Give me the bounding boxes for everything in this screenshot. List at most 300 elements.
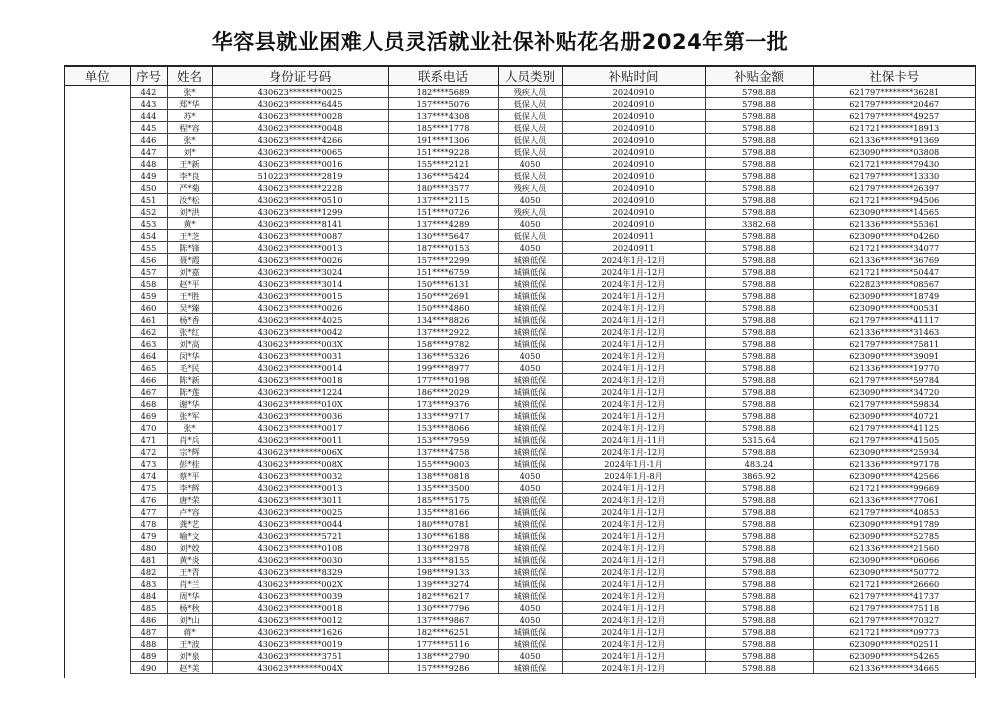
cell-phone: 151****0726 (388, 206, 498, 218)
table-row (65, 542, 975, 554)
cell-name: 刘*洪 (167, 206, 212, 218)
cell-category: 4050 (498, 350, 562, 362)
cell-subsidy-time: 2024年1月-12月 (562, 590, 705, 602)
cell-subsidy-time: 20240910 (562, 98, 705, 110)
cell-phone: 134****8826 (388, 314, 498, 326)
cell-name: 刘*泉 (167, 650, 212, 662)
table-row (65, 614, 975, 626)
cell-category: 4050 (498, 482, 562, 494)
cell-subsidy-amount: 5798.88 (705, 506, 813, 518)
cell-card-number: 623090********52785 (813, 530, 975, 542)
cell-card-number: 623090********54265 (813, 650, 975, 662)
table-row (65, 518, 975, 530)
cell-subsidy-time: 20240911 (562, 242, 705, 254)
cell-category: 低保人员 (498, 134, 562, 146)
table-row (65, 230, 975, 242)
cell-id-number: 430623********0510 (212, 194, 388, 206)
cell-seq: 454 (130, 230, 167, 242)
cell-phone: 139****3274 (388, 578, 498, 590)
cell-seq: 469 (130, 410, 167, 422)
cell-category: 城镇低保 (498, 446, 562, 458)
cell-seq: 467 (130, 386, 167, 398)
cell-seq: 468 (130, 398, 167, 410)
cell-name: 李*良 (167, 170, 212, 182)
cell-category: 城镇低保 (498, 314, 562, 326)
cell-category: 4050 (498, 362, 562, 374)
cell-phone: 157****5076 (388, 98, 498, 110)
cell-unit (65, 398, 130, 410)
cell-card-number: 621721********34077 (813, 242, 975, 254)
cell-id-number: 430623********8141 (212, 218, 388, 230)
cell-unit (65, 386, 130, 398)
cell-subsidy-amount: 5798.88 (705, 482, 813, 494)
table-row (65, 290, 975, 302)
table-row (65, 410, 975, 422)
cell-subsidy-time: 2024年1月-12月 (562, 254, 705, 266)
cell-subsidy-amount: 5798.88 (705, 98, 813, 110)
cell-unit (65, 98, 130, 110)
cell-card-number: 621797********75118 (813, 602, 975, 614)
cell-name: 刘*嘉 (167, 266, 212, 278)
cell-subsidy-time: 2024年1月-12月 (562, 578, 705, 590)
cell-seq: 486 (130, 614, 167, 626)
cell-seq: 477 (130, 506, 167, 518)
cell-seq: 444 (130, 110, 167, 122)
cell-name: 吴*臻 (167, 302, 212, 314)
cell-unit (65, 650, 130, 662)
cell-id-number: 430623********1299 (212, 206, 388, 218)
cell-id-number: 430623********0031 (212, 350, 388, 362)
cell-phone: 198****9133 (388, 566, 498, 578)
cell-unit (65, 614, 130, 626)
cell-category: 城镇低保 (498, 626, 562, 638)
cell-subsidy-amount: 5798.88 (705, 518, 813, 530)
cell-id-number: 430623********0048 (212, 122, 388, 134)
cell-category: 城镇低保 (498, 266, 562, 278)
cell-category: 城镇低保 (498, 506, 562, 518)
cell-category: 城镇低保 (498, 578, 562, 590)
table-row (65, 554, 975, 566)
cell-seq: 463 (130, 338, 167, 350)
cell-name: 程*容 (167, 122, 212, 134)
cell-subsidy-time: 2024年1月-12月 (562, 506, 705, 518)
cell-subsidy-time: 2024年1月-12月 (562, 614, 705, 626)
cell-card-number: 621721********26660 (813, 578, 975, 590)
cell-subsidy-amount: 5798.88 (705, 134, 813, 146)
cell-phone: 158****9782 (388, 338, 498, 350)
cell-subsidy-amount: 5798.88 (705, 362, 813, 374)
cell-subsidy-amount: 5798.88 (705, 650, 813, 662)
cell-name: 喻*文 (167, 530, 212, 542)
cell-seq: 442 (130, 86, 167, 98)
cell-category: 城镇低保 (498, 434, 562, 446)
table-row (65, 302, 975, 314)
cell-seq: 474 (130, 470, 167, 482)
cell-unit (65, 290, 130, 302)
cell-subsidy-amount: 5798.88 (705, 542, 813, 554)
cell-name: 严*菊 (167, 182, 212, 194)
cell-name: 陈*莲 (167, 386, 212, 398)
cell-phone: 137****4289 (388, 218, 498, 230)
cell-category: 4050 (498, 242, 562, 254)
cell-category: 城镇低保 (498, 278, 562, 290)
cell-subsidy-amount: 5798.88 (705, 374, 813, 386)
cell-phone: 177****5116 (388, 638, 498, 650)
cell-phone: 185****5175 (388, 494, 498, 506)
cell-card-number: 621336********21560 (813, 542, 975, 554)
cell-id-number: 430623********5721 (212, 530, 388, 542)
cell-seq: 462 (130, 326, 167, 338)
cell-seq: 450 (130, 182, 167, 194)
cell-category: 低保人员 (498, 110, 562, 122)
cell-subsidy-time: 2024年1月-12月 (562, 278, 705, 290)
cell-subsidy-amount: 5798.88 (705, 386, 813, 398)
cell-subsidy-amount: 5798.88 (705, 314, 813, 326)
cell-card-number: 621797********41737 (813, 590, 975, 602)
cell-card-number: 623090********40721 (813, 410, 975, 422)
table-row (65, 278, 975, 290)
cell-id-number: 430623********3751 (212, 650, 388, 662)
cell-id-number: 430623********0026 (212, 254, 388, 266)
table-row (65, 182, 975, 194)
cell-subsidy-amount: 5798.88 (705, 338, 813, 350)
cell-subsidy-time: 20240910 (562, 158, 705, 170)
cell-card-number: 621797********13330 (813, 170, 975, 182)
cell-seq: 480 (130, 542, 167, 554)
cell-phone: 130****7796 (388, 602, 498, 614)
cell-name: 张* (167, 422, 212, 434)
cell-card-number: 621797********41125 (813, 422, 975, 434)
cell-category: 4050 (498, 218, 562, 230)
cell-seq: 485 (130, 602, 167, 614)
cell-subsidy-time: 2024年1月-12月 (562, 290, 705, 302)
cell-unit (65, 518, 130, 530)
cell-id-number: 430623********0065 (212, 146, 388, 158)
cell-category: 残疾人员 (498, 206, 562, 218)
cell-id-number: 430623********8329 (212, 566, 388, 578)
table-row (65, 98, 975, 110)
cell-category: 城镇低保 (498, 386, 562, 398)
table-row (65, 254, 975, 266)
table-row (65, 374, 975, 386)
cell-subsidy-time: 2024年1月-12月 (562, 314, 705, 326)
cell-card-number: 621336********91369 (813, 134, 975, 146)
cell-phone: 150****6131 (388, 278, 498, 290)
cell-subsidy-time: 20240910 (562, 146, 705, 158)
cell-subsidy-amount: 5798.88 (705, 410, 813, 422)
table-row (65, 194, 975, 206)
cell-seq: 481 (130, 554, 167, 566)
cell-subsidy-time: 2024年1月-12月 (562, 482, 705, 494)
cell-category: 4050 (498, 194, 562, 206)
cell-card-number: 623090********18749 (813, 290, 975, 302)
table-row (65, 482, 975, 494)
cell-category: 城镇低保 (498, 518, 562, 530)
cell-name: 张*红 (167, 326, 212, 338)
cell-subsidy-time: 20240910 (562, 194, 705, 206)
cell-name: 肖*兵 (167, 434, 212, 446)
cell-subsidy-amount: 5798.88 (705, 194, 813, 206)
cell-name: 陈*锋 (167, 242, 212, 254)
cell-unit (65, 602, 130, 614)
cell-unit (65, 158, 130, 170)
cell-card-number: 621797********40853 (813, 506, 975, 518)
cell-subsidy-time: 2024年1月-12月 (562, 302, 705, 314)
cell-seq: 460 (130, 302, 167, 314)
cell-seq: 448 (130, 158, 167, 170)
cell-phone: 187****0153 (388, 242, 498, 254)
cell-seq: 487 (130, 626, 167, 638)
cell-card-number: 623090********39091 (813, 350, 975, 362)
table-row (65, 446, 975, 458)
cell-phone: 155****9003 (388, 458, 498, 470)
cell-id-number: 430623********008X (212, 458, 388, 470)
cell-name: 王*芝 (167, 230, 212, 242)
cell-category: 城镇低保 (498, 422, 562, 434)
cell-subsidy-time: 2024年1月-12月 (562, 350, 705, 362)
table-row (65, 638, 975, 650)
cell-phone: 133****9717 (388, 410, 498, 422)
table-row (65, 86, 975, 98)
header-unit: 单位 (65, 67, 130, 86)
cell-subsidy-amount: 5798.88 (705, 554, 813, 566)
roster-sheet (64, 65, 976, 678)
cell-category: 城镇低保 (498, 338, 562, 350)
cell-card-number: 623090********14565 (813, 206, 975, 218)
cell-subsidy-time: 2024年1月-12月 (562, 542, 705, 554)
cell-seq: 478 (130, 518, 167, 530)
cell-category: 城镇低保 (498, 458, 562, 470)
cell-category: 低保人员 (498, 122, 562, 134)
header-card-number: 社保卡号 (813, 67, 975, 86)
cell-subsidy-time: 2024年1月-12月 (562, 626, 705, 638)
cell-category: 城镇低保 (498, 254, 562, 266)
cell-card-number: 621336********55361 (813, 218, 975, 230)
cell-subsidy-time: 2024年1月-8月 (562, 470, 705, 482)
cell-subsidy-time: 2024年1月-1月 (562, 458, 705, 470)
cell-subsidy-time: 2024年1月-12月 (562, 530, 705, 542)
cell-name: 彭*桂 (167, 458, 212, 470)
cell-subsidy-amount: 5798.88 (705, 566, 813, 578)
cell-subsidy-amount: 5798.88 (705, 86, 813, 98)
cell-unit (65, 422, 130, 434)
cell-phone: 173****9376 (388, 398, 498, 410)
cell-id-number: 430623********0015 (212, 290, 388, 302)
cell-name: 刘*山 (167, 614, 212, 626)
cell-subsidy-time: 20240910 (562, 134, 705, 146)
cell-category: 4050 (498, 602, 562, 614)
table-row (65, 422, 975, 434)
cell-phone: 150****4860 (388, 302, 498, 314)
table-row (65, 326, 975, 338)
table-row (65, 566, 975, 578)
cell-id-number: 430623********0036 (212, 410, 388, 422)
header-subsidy-amount: 补贴金额 (705, 67, 813, 86)
table-row (65, 218, 975, 230)
cell-name: 毛*民 (167, 362, 212, 374)
cell-card-number: 621797********41505 (813, 434, 975, 446)
cell-unit (65, 182, 130, 194)
cell-card-number: 621721********79430 (813, 158, 975, 170)
cell-name: 聂*霞 (167, 254, 212, 266)
cell-name: 黄*炎 (167, 554, 212, 566)
cell-unit (65, 566, 130, 578)
cell-seq: 459 (130, 290, 167, 302)
cell-unit (65, 470, 130, 482)
cell-subsidy-amount: 5798.88 (705, 638, 813, 650)
roster-table (65, 66, 975, 674)
cell-phone: 191****1306 (388, 134, 498, 146)
cell-card-number: 621336********34665 (813, 662, 975, 674)
table-row (65, 602, 975, 614)
cell-card-number: 621721********18913 (813, 122, 975, 134)
cell-name: 黄* (167, 218, 212, 230)
cell-phone: 130****5647 (388, 230, 498, 242)
cell-unit (65, 554, 130, 566)
table-row (65, 146, 975, 158)
cell-name: 肖*兰 (167, 578, 212, 590)
cell-subsidy-time: 20240910 (562, 206, 705, 218)
cell-card-number: 623090********25934 (813, 446, 975, 458)
cell-card-number: 621797********70327 (813, 614, 975, 626)
header-subsidy-time: 补贴时间 (562, 67, 705, 86)
cell-phone: 150****2691 (388, 290, 498, 302)
cell-id-number: 430623********1626 (212, 626, 388, 638)
cell-unit (65, 434, 130, 446)
cell-category: 4050 (498, 650, 562, 662)
cell-phone: 157****9286 (388, 662, 498, 674)
cell-subsidy-time: 2024年1月-12月 (562, 554, 705, 566)
cell-name: 杨*香 (167, 314, 212, 326)
cell-unit (65, 254, 130, 266)
cell-card-number: 621721********09773 (813, 626, 975, 638)
cell-card-number: 623090********00531 (813, 302, 975, 314)
cell-card-number: 623090********02511 (813, 638, 975, 650)
cell-name: 刘*姣 (167, 542, 212, 554)
table-row (65, 266, 975, 278)
cell-card-number: 621336********97178 (813, 458, 975, 470)
cell-seq: 453 (130, 218, 167, 230)
cell-unit (65, 338, 130, 350)
cell-category: 低保人员 (498, 146, 562, 158)
table-row (65, 242, 975, 254)
cell-subsidy-amount: 5798.88 (705, 158, 813, 170)
cell-name: 张* (167, 134, 212, 146)
cell-category: 城镇低保 (498, 542, 562, 554)
cell-subsidy-amount: 5798.88 (705, 398, 813, 410)
cell-unit (65, 110, 130, 122)
cell-subsidy-time: 2024年1月-12月 (562, 494, 705, 506)
cell-seq: 452 (130, 206, 167, 218)
cell-name: 唐*荣 (167, 494, 212, 506)
cell-unit (65, 302, 130, 314)
cell-unit (65, 374, 130, 386)
cell-subsidy-amount: 5798.88 (705, 602, 813, 614)
cell-category: 城镇低保 (498, 326, 562, 338)
cell-phone: 186****2029 (388, 386, 498, 398)
cell-subsidy-time: 2024年1月-12月 (562, 638, 705, 650)
table-row (65, 122, 975, 134)
cell-id-number: 430623********002X (212, 578, 388, 590)
cell-card-number: 621336********19770 (813, 362, 975, 374)
cell-phone: 130****2978 (388, 542, 498, 554)
cell-seq: 475 (130, 482, 167, 494)
cell-category: 城镇低保 (498, 374, 562, 386)
cell-seq: 464 (130, 350, 167, 362)
cell-seq: 473 (130, 458, 167, 470)
cell-subsidy-time: 2024年1月-12月 (562, 374, 705, 386)
cell-phone: 135****8166 (388, 506, 498, 518)
cell-id-number: 430623********0013 (212, 482, 388, 494)
cell-subsidy-amount: 5798.88 (705, 662, 813, 674)
cell-seq: 449 (130, 170, 167, 182)
cell-subsidy-amount: 5798.88 (705, 422, 813, 434)
table-row (65, 494, 975, 506)
cell-subsidy-amount: 5798.88 (705, 146, 813, 158)
cell-card-number: 622823********08567 (813, 278, 975, 290)
table-row (65, 206, 975, 218)
cell-subsidy-time: 2024年1月-12月 (562, 398, 705, 410)
cell-subsidy-amount: 5798.88 (705, 494, 813, 506)
cell-unit (65, 86, 130, 98)
cell-unit (65, 362, 130, 374)
cell-subsidy-amount: 3382.68 (705, 218, 813, 230)
cell-subsidy-amount: 5315.64 (705, 434, 813, 446)
table-row (65, 650, 975, 662)
cell-category: 4050 (498, 614, 562, 626)
cell-category: 4050 (498, 470, 562, 482)
cell-seq: 445 (130, 122, 167, 134)
cell-subsidy-amount: 5798.88 (705, 254, 813, 266)
cell-phone: 130****6188 (388, 530, 498, 542)
table-row (65, 170, 975, 182)
cell-name: 赵*美 (167, 662, 212, 674)
cell-phone: 137****2922 (388, 326, 498, 338)
cell-unit (65, 230, 130, 242)
cell-phone: 177****0198 (388, 374, 498, 386)
cell-category: 城镇低保 (498, 530, 562, 542)
cell-seq: 472 (130, 446, 167, 458)
cell-phone: 182****6251 (388, 626, 498, 638)
cell-seq: 443 (130, 98, 167, 110)
cell-phone: 136****5424 (388, 170, 498, 182)
cell-id-number: 430623********0014 (212, 362, 388, 374)
cell-category: 城镇低保 (498, 566, 562, 578)
cell-phone: 137****9867 (388, 614, 498, 626)
cell-category: 城镇低保 (498, 302, 562, 314)
cell-card-number: 621336********36769 (813, 254, 975, 266)
cell-name: 王*波 (167, 638, 212, 650)
cell-phone: 199****8977 (388, 362, 498, 374)
table-row (65, 626, 975, 638)
cell-seq: 470 (130, 422, 167, 434)
cell-id-number: 430623********4025 (212, 314, 388, 326)
cell-card-number: 621797********75811 (813, 338, 975, 350)
table-row (65, 530, 975, 542)
cell-id-number: 430623********0026 (212, 302, 388, 314)
cell-card-number: 621797********59784 (813, 374, 975, 386)
cell-card-number: 623090********34720 (813, 386, 975, 398)
cell-seq: 458 (130, 278, 167, 290)
cell-id-number: 430623********0030 (212, 554, 388, 566)
cell-subsidy-time: 20240911 (562, 230, 705, 242)
cell-seq: 482 (130, 566, 167, 578)
cell-name: 汝*松 (167, 194, 212, 206)
cell-seq: 455 (130, 242, 167, 254)
cell-id-number: 430623********3024 (212, 266, 388, 278)
cell-card-number: 623090********42566 (813, 470, 975, 482)
table-row (65, 110, 975, 122)
